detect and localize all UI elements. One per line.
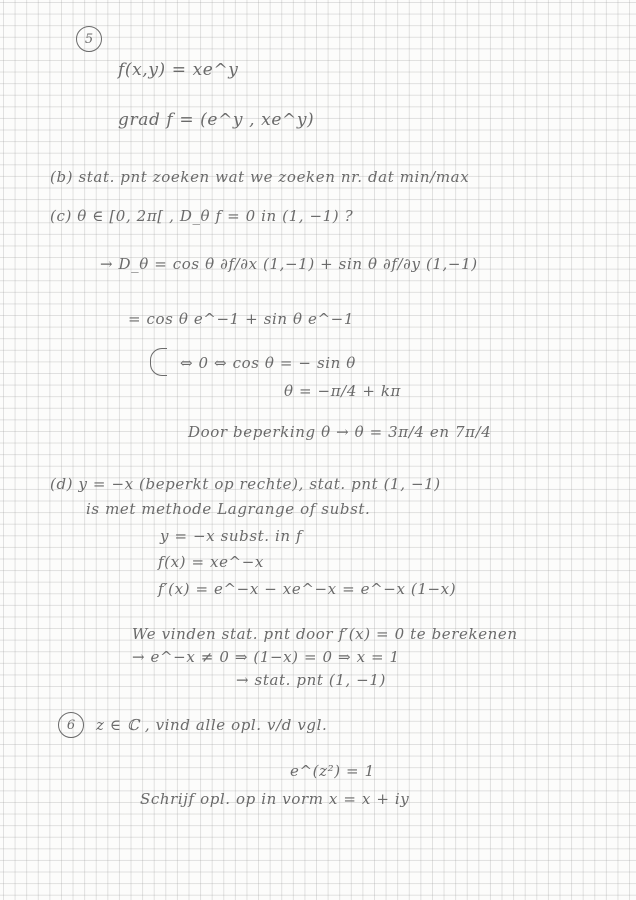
gradient-line: grad f = (e^y , xe^y): [118, 110, 315, 130]
problem-number-6-text: 6: [66, 717, 76, 733]
problem-number-5-text: 5: [84, 31, 94, 47]
part-d-line-4: f(x) = xe^−x: [158, 553, 264, 571]
part-d-line-3: y = −x subst. in f: [160, 527, 303, 545]
function-definition: f(x,y) = xe^y: [118, 60, 239, 80]
part-c-line-1: (c) θ ∈ [0, 2π[ , D_θ f = 0 in (1, −1) ?: [50, 207, 354, 225]
part-d-line-8: → stat. pnt (1, −1): [236, 671, 386, 689]
part-d-line-6: We vinden stat. pnt door f′(x) = 0 te berekenen: [132, 625, 518, 643]
problem-6-line-3: Schrijf opl. op in vorm x = x + iy: [140, 790, 410, 808]
part-d-line-1: (d) y = −x (beperkt op rechte), stat. pnt (1, −1): [50, 475, 441, 493]
part-c-line-2: → D_θ = cos θ ∂f/∂x (1,−1) + sin θ ∂f/∂y (1,−1): [100, 255, 478, 273]
bracket-mark: [150, 348, 167, 376]
problem-number-6: [58, 712, 84, 738]
problem-number-5: [76, 26, 102, 52]
part-b-text: (b) stat. pnt zoeken wat we zoeken nr. dat min/max: [50, 168, 470, 186]
part-d-line-5: f′(x) = e^−x − xe^−x = e^−x (1−x): [158, 580, 457, 598]
part-c-line-4: ⇔ 0 ⇔ cos θ = − sin θ: [180, 354, 356, 372]
part-c-line-6: Door beperking θ → θ = 3π/4 en 7π/4: [188, 423, 492, 441]
part-d-line-7: → e^−x ≠ 0 ⇒ (1−x) = 0 ⇒ x = 1: [132, 648, 400, 666]
problem-6-line-1: z ∈ ℂ , vind alle opl. v/d vgl.: [96, 716, 328, 734]
part-c-line-5: θ = −π/4 + kπ: [284, 382, 402, 400]
problem-6-line-2: e^(z²) = 1: [290, 762, 375, 780]
part-d-line-2: is met methode Lagrange of subst.: [86, 500, 371, 518]
part-c-line-3: = cos θ e^−1 + sin θ e^−1: [128, 310, 354, 328]
